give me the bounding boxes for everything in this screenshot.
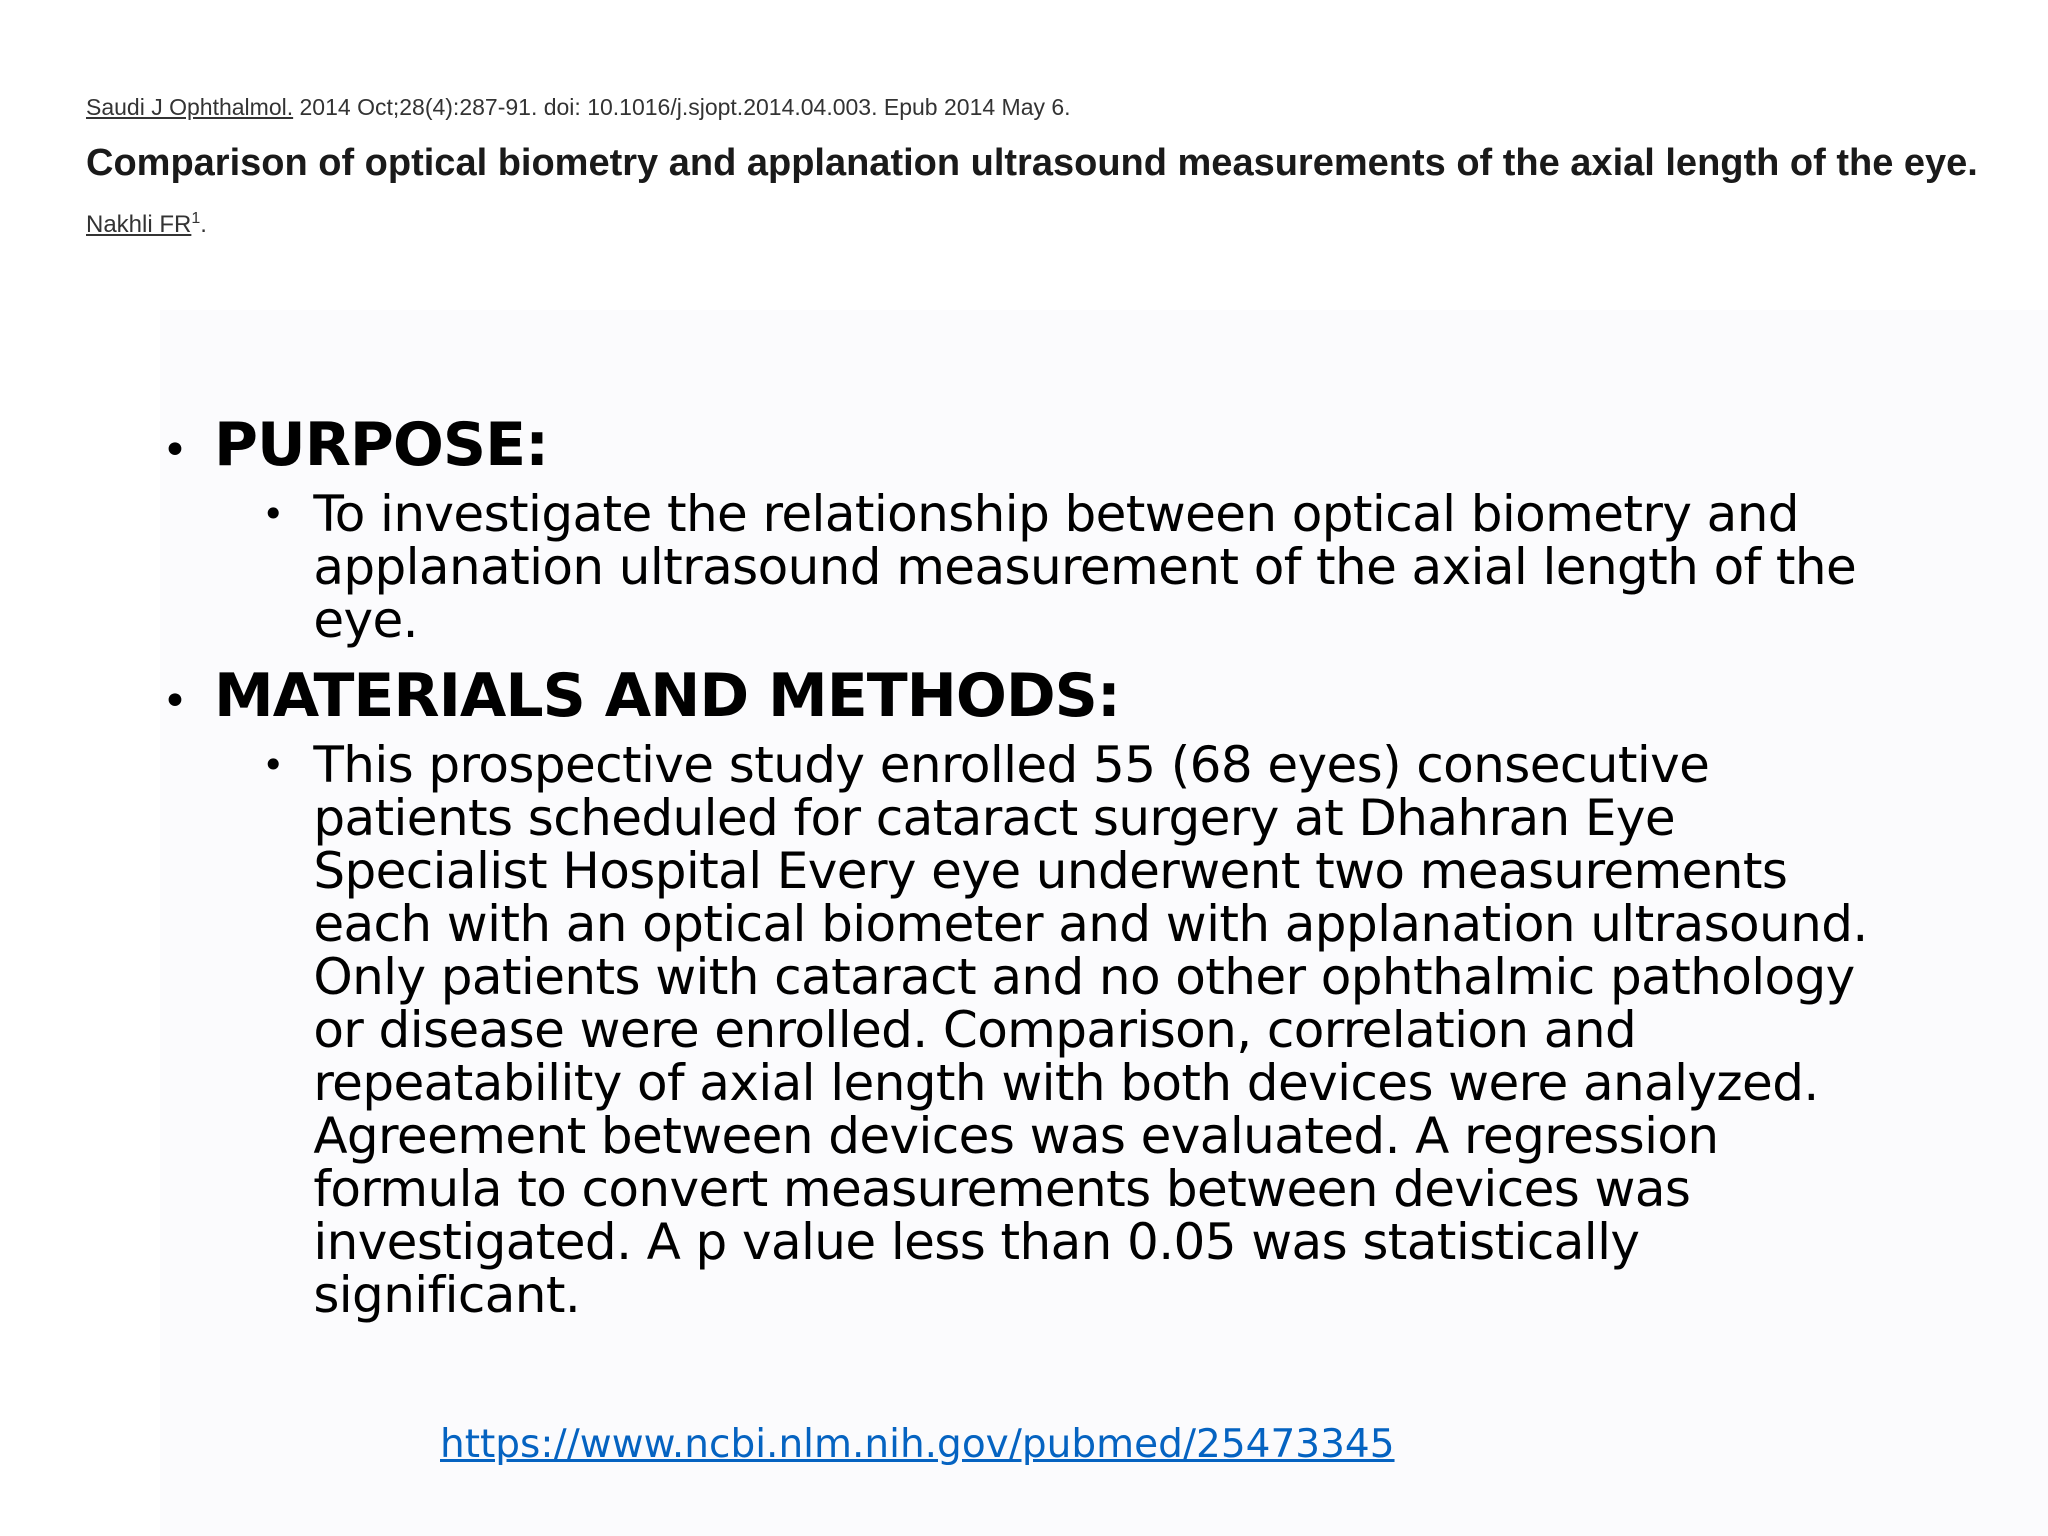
citation-details: 2014 Oct;28(4):287-91. doi: 10.1016/j.sjopt.2014.04.003. Epub 2014 May 6. bbox=[293, 94, 1071, 120]
article-title: Comparison of optical biometry and applanation ultrasound measurements of the axial length of the eye. bbox=[86, 142, 1978, 184]
section-body-text: To investigate the relationship between optical biometry and applanation ultrasound measurement of the axial length of the eye. bbox=[313, 485, 1857, 649]
section-body bbox=[262, 485, 1902, 649]
journal-link[interactable]: Saudi J Ophthalmol. bbox=[86, 94, 294, 120]
section-body bbox=[262, 736, 1902, 1324]
sub-bullet-icon: • bbox=[262, 492, 285, 536]
bullet-list bbox=[162, 408, 1902, 1334]
source-url-link[interactable]: https://www.ncbi.nlm.nih.gov/pubmed/25473345 bbox=[440, 1422, 1395, 1467]
author-line bbox=[86, 208, 2006, 242]
sub-bullet-icon: • bbox=[262, 743, 285, 787]
citation-line bbox=[86, 90, 2006, 124]
section-body-text: This prospective study enrolled 55 (68 eyes) consecutive patients scheduled for cataract surgery at Dhahran Eye Specialist Hospital Every eye underwent two measurements each with an optical biometer and with applanation ultrasound. Only patients with cataract and no other ophthalmic pathology or disease were enrolled. Comparison, correlation and repeatability of axial length with both devices were analyzed. Agreement between devices was evaluated. A regression formula to convert measurements between devices was investigated. A p value less than 0.05 was statistically significant. bbox=[313, 736, 1868, 1324]
citation-header bbox=[86, 90, 2006, 242]
section-heading bbox=[162, 408, 1902, 488]
section-heading bbox=[162, 659, 1902, 739]
author-link[interactable]: Nakhli FR bbox=[86, 211, 192, 238]
bullet-icon: • bbox=[162, 676, 187, 727]
bullet-icon: • bbox=[162, 425, 187, 476]
author-suffix: . bbox=[200, 211, 207, 238]
section-purpose bbox=[162, 408, 1902, 647]
section-heading-text: MATERIALS AND METHODS: bbox=[214, 661, 1120, 731]
section-materials-methods bbox=[162, 659, 1902, 1322]
author-affiliation[interactable]: 1 bbox=[191, 210, 201, 227]
section-heading-text: PURPOSE: bbox=[214, 410, 549, 480]
